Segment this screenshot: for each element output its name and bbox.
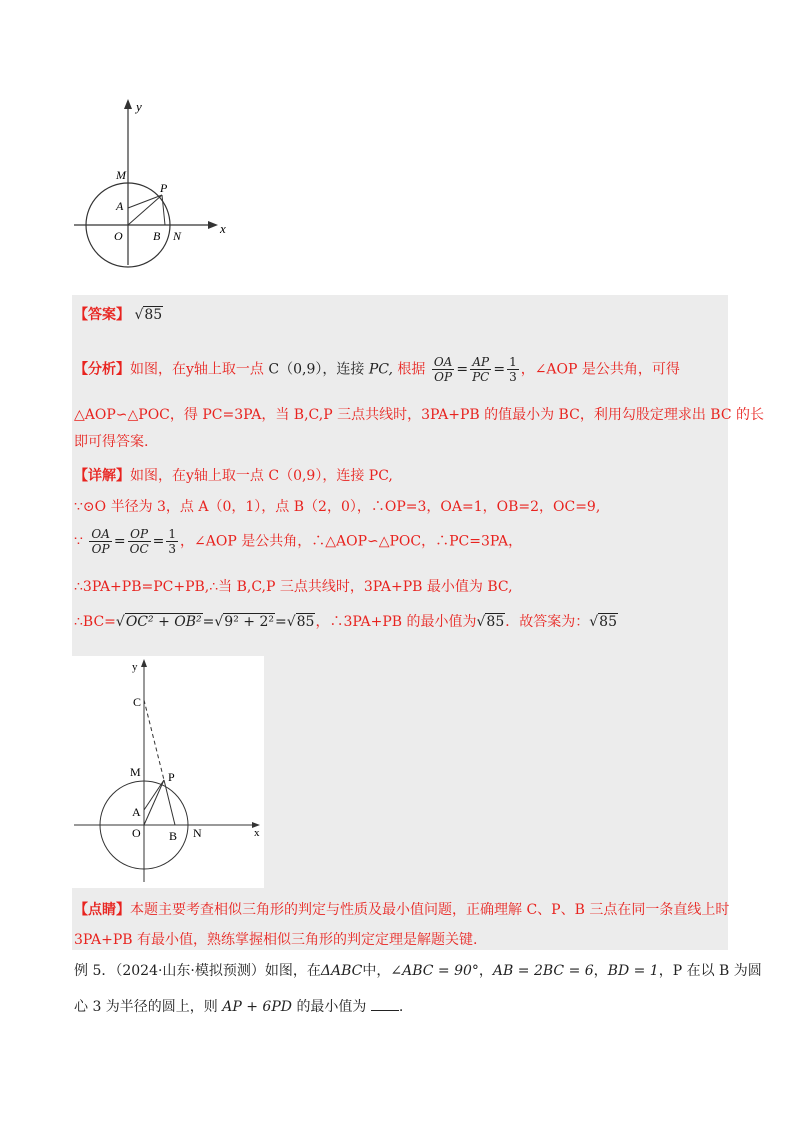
analysis-line-1: 【分析】如图，在y轴上取一点 C（0,9），连接 PC, 根据 $\frac{OA}{OP}$ = $\frac{AP}{PC}$ = $\frac{1}{3}$ ，∠AOP 是公共角，可得: [74, 355, 680, 384]
example5-line-2: [74, 997, 403, 1017]
detail-frac-1: $\frac{OA}{OP}$: [91, 527, 110, 556]
example5-text-1c: ，P 在以 B 为圆: [658, 963, 762, 979]
example5-cond-2: AB = 2BC = 6: [492, 963, 594, 979]
detail-sqrt-1: √OC² + OB²: [115, 614, 202, 630]
fig2-label-p: P: [168, 770, 175, 784]
example5-period: .: [398, 999, 404, 1015]
detail-text-1: 如图，在y轴上取一点 C（0,9），连接 PC,: [130, 468, 393, 484]
detail-frac-2: $\frac{OP}{OC}$: [129, 527, 149, 556]
fig1-label-y: y: [136, 99, 142, 114]
example5-line-1: [74, 961, 762, 981]
fig1-label-b: B: [153, 229, 161, 243]
detail-line-4: ∴3PA+PB=PC+PB,∴当 B,C,P 三点共线时，3PA+PB 最小值为 BC,: [74, 579, 513, 595]
analysis-frac-1: $\frac{OA}{OP}$: [433, 355, 453, 384]
detail-sqrt-3: √85: [286, 614, 315, 630]
fig2-label-x: x: [254, 827, 260, 839]
fig2-label-a: A: [132, 805, 141, 819]
detail-frac-3: $\frac{1}{3}$: [168, 527, 177, 556]
fig2-label-n: N: [193, 826, 202, 840]
answer-line: [74, 305, 163, 325]
analysis-frac-2: $\frac{AP}{PC}$: [472, 355, 490, 384]
detail-sqrt-2: √9² + 2²: [214, 614, 274, 630]
detail-text-3: ，∠AOP 是公共角，∴△AOP∽△POC，∴PC=3PA，: [180, 533, 523, 550]
detail-because: ∵: [74, 533, 83, 550]
analysis-line-3: 即可得答案.: [74, 434, 149, 450]
comment-label: 【点睛】: [74, 902, 130, 918]
example5-cond-3: BD = 1: [607, 963, 659, 979]
detail-line-2: ∵⊙O 半径为 3，点 A（0，1），点 B（2，0），∴OP=3，OA=1，OB=2，OC=9,: [74, 499, 601, 515]
fig1-label-o: O: [114, 229, 123, 243]
answer-label: 【答案】: [74, 307, 130, 323]
comment-text-1: 本题主要考查相似三角形的判定与性质及最小值问题，正确理解 C、P、B 三点在同一条直线上时: [130, 902, 730, 918]
detail-label: 【详解】: [74, 468, 130, 484]
detail-sqrt-5: √85: [589, 614, 617, 630]
example5-triangle: ΔABC: [320, 963, 363, 979]
fig2-label-c: C: [133, 695, 142, 709]
fig2-label-m: M: [130, 765, 141, 779]
answer-radicand: 85: [144, 307, 163, 323]
comment-line-2: 3PA+PB 有最小值，熟练掌握相似三角形的判定定理是解题关键.: [74, 932, 478, 948]
example5-text-2b: 的最小值为: [296, 999, 367, 1015]
detail-text-5-end: ．故答案为：: [505, 614, 590, 630]
analysis-pc: PC,: [368, 361, 393, 378]
fig2-label-b: B: [169, 829, 178, 843]
fig1-label-x: x: [220, 221, 226, 236]
analysis-text-1d: ，∠AOP 是公共角，可得: [520, 361, 680, 378]
example5-expression: AP + 6PD: [222, 999, 292, 1015]
figure-1-circle-diagram: [70, 95, 250, 275]
example5-text-1b: 中，: [362, 963, 391, 979]
answer-sqrt: √85: [134, 307, 163, 323]
example5-text-2a: 心 3 为半径的圆上，则: [74, 999, 218, 1015]
example5-sep-2: ，: [593, 963, 608, 979]
analysis-point-c: C（0,9），连接: [268, 361, 365, 378]
fig2-label-o: O: [132, 826, 141, 840]
analysis-line-2: △AOP∽△POC，得 PC=3PA，当 B,C,P 三点共线时，3PA+PB 的值最小为 BC，利用勾股定理求出 BC 的长: [74, 407, 764, 423]
fig1-label-n: N: [173, 229, 182, 243]
fig1-label-p: P: [160, 181, 168, 195]
comment-line-1: [74, 900, 729, 920]
fig1-label-m: M: [116, 168, 126, 182]
analysis-frac-3: $\frac{1}{3}$: [509, 355, 517, 384]
figure-2-circle-diagram: [72, 656, 264, 888]
example5-sep-1: ，: [478, 963, 493, 979]
detail-line-3: ∵ $\frac{OA}{OP}$ = $\frac{OP}{OC}$ = $\frac{1}{3}$ ，∠AOP 是公共角，∴△AOP∽△POC，∴PC=3PA，: [74, 527, 523, 556]
detail-sqrt-4: √85: [476, 614, 505, 630]
analysis-text-1a: 如图，在y轴上取一点: [130, 361, 264, 378]
detail-bc-eq: ∴BC=: [74, 614, 116, 630]
analysis-label: 【分析】: [74, 361, 130, 378]
fig2-label-y: y: [132, 661, 138, 673]
detail-line-5: ∴BC=√OC² + OB²=√9² + 2²=√85，∴3PA+PB 的最小值为√85．故答案为：√85: [74, 614, 617, 630]
detail-text-5: ，∴3PA+PB 的最小值为: [315, 614, 477, 630]
fig1-label-a: A: [116, 199, 124, 213]
example5-cond-1: ∠ABC = 90°: [390, 963, 479, 979]
analysis-text-1b: 根据: [397, 361, 426, 378]
answer-blank[interactable]: [371, 998, 399, 1011]
example5-text-1a: 例 5．（2024·山东·模拟预测）如图，在: [74, 963, 321, 979]
detail-line-1: [74, 466, 393, 486]
